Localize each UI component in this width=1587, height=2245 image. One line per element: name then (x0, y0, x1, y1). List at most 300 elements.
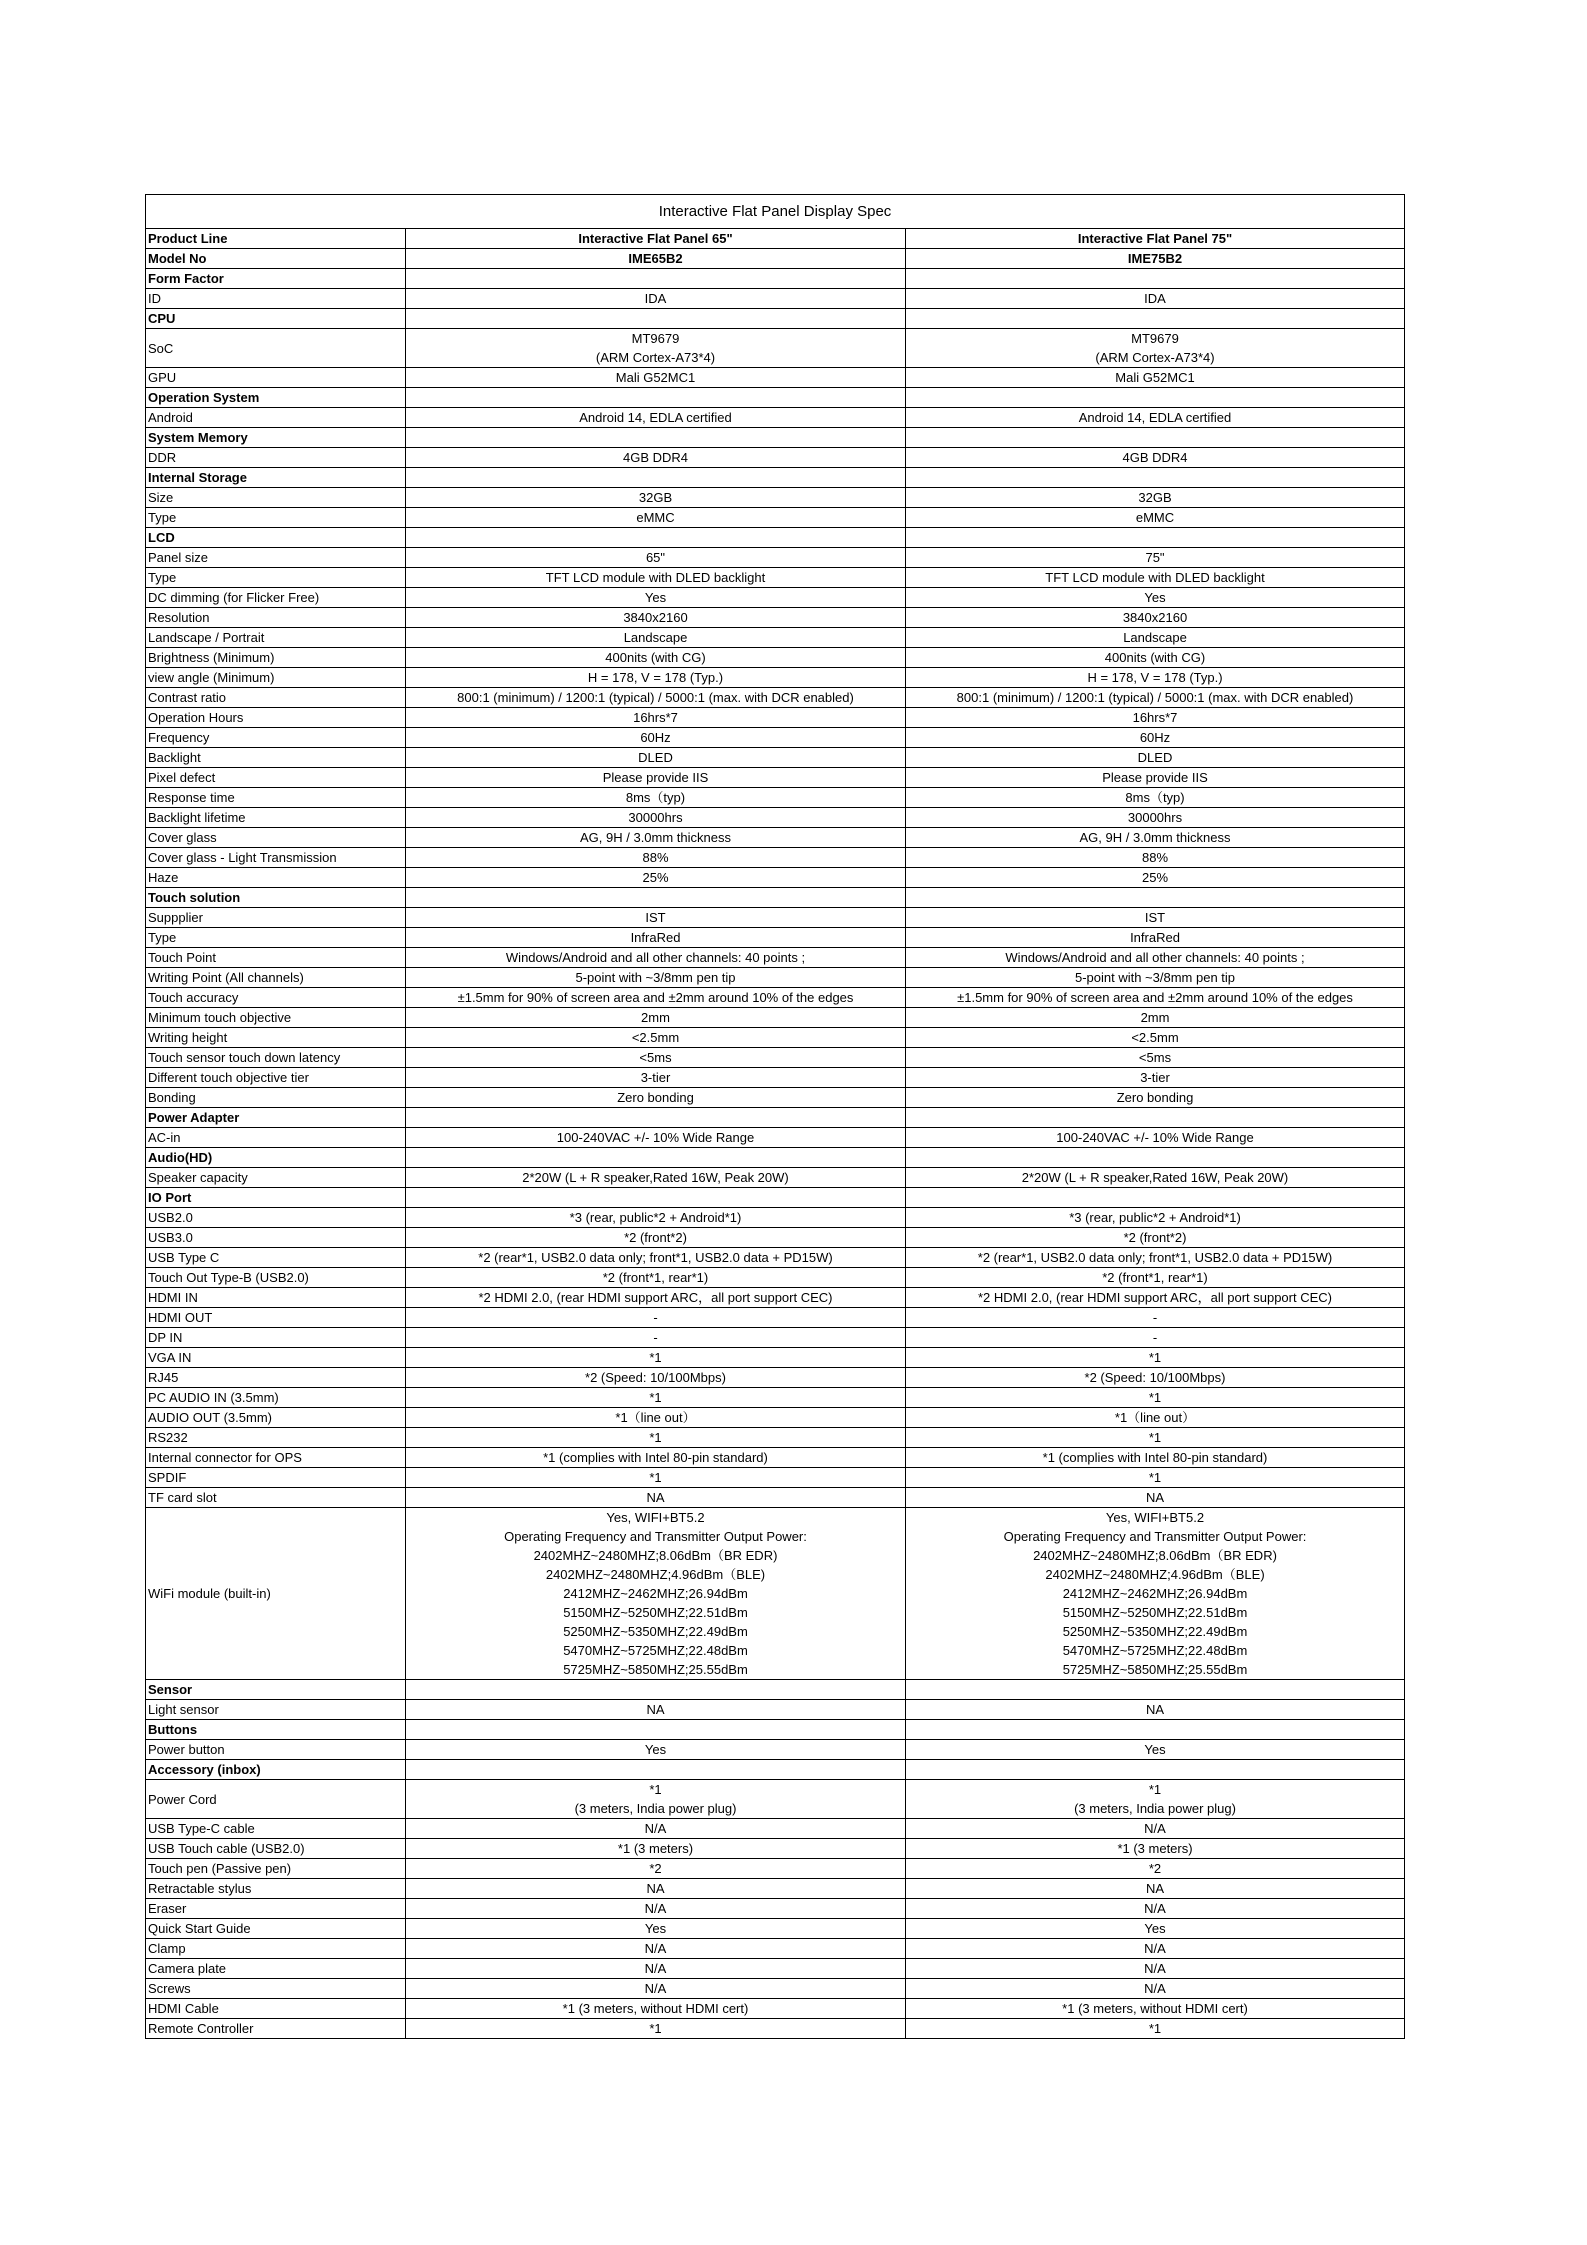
spec-row (146, 908, 1405, 928)
value-line: Mali G52MC1 (1115, 370, 1195, 385)
value-line: *1 (649, 1782, 662, 1797)
spec-label: Resolution (146, 608, 406, 628)
value-75-cell (906, 548, 1405, 568)
spec-row (146, 988, 1405, 1008)
value-line: 88% (642, 850, 669, 865)
value-line: Landscape (1123, 630, 1187, 645)
value-65-cell (406, 828, 906, 848)
spec-label: Haze (146, 868, 406, 888)
value-65-cell (406, 1408, 906, 1428)
value-line: 2402MHZ~2480MHZ;8.06dBm（BR EDR) (1033, 1548, 1277, 1563)
value-line: Yes, WIFI+BT5.2 (1105, 1510, 1205, 1525)
spec-row (146, 1979, 1405, 1999)
spec-row (146, 1208, 1405, 1228)
spec-row (146, 1368, 1405, 1388)
value-line: 5470MHZ~5725MHZ;22.48dBm (563, 1643, 748, 1658)
value-line: eMMC (636, 510, 675, 525)
value-65-cell (406, 568, 906, 588)
value-line: Zero bonding (617, 1090, 694, 1105)
spec-label: Product Line (146, 229, 406, 249)
value-line: Yes (1144, 590, 1166, 605)
spec-row (146, 1939, 1405, 1959)
value-65-cell (406, 1068, 906, 1088)
value-line: N/A (1144, 1981, 1166, 1996)
value-65-cell (406, 1248, 906, 1268)
value-line: *1 (3 meters) (1117, 1841, 1193, 1856)
value-line: (ARM Cortex-A73*4) (595, 350, 716, 365)
value-65-cell (406, 848, 906, 868)
section-label: Power Adapter (146, 1108, 406, 1128)
spec-label: Operation Hours (146, 708, 406, 728)
value-line: <2.5mm (631, 1030, 680, 1045)
spec-row (146, 329, 1405, 368)
value-line: *2 HDMI 2.0, (rear HDMI support ARC，all port support CEC) (478, 1290, 833, 1305)
value-line: *2 (rear*1, USB2.0 data only; front*1, USB2.0 data + PD15W) (977, 1250, 1333, 1265)
value-75-cell (906, 1939, 1405, 1959)
value-line: Mali G52MC1 (615, 370, 696, 385)
value-75-cell (906, 1819, 1405, 1839)
spec-row (146, 368, 1405, 388)
spec-label: Different touch objective tier (146, 1068, 406, 1088)
value-line: Yes (1144, 1742, 1166, 1757)
section-row (146, 428, 1405, 448)
value-line: 5150MHZ~5250MHZ;22.51dBm (563, 1605, 748, 1620)
spec-label: DDR (146, 448, 406, 468)
value-75-cell (906, 2019, 1405, 2039)
value-line: IME75B2 (1127, 251, 1183, 266)
spec-label: USB2.0 (146, 1208, 406, 1228)
value-line: 65" (645, 550, 666, 565)
value-75-cell (906, 1740, 1405, 1760)
value-65-cell (406, 1028, 906, 1048)
value-line: *2 (rear*1, USB2.0 data only; front*1, USB2.0 data + PD15W) (478, 1250, 833, 1265)
value-75-cell (906, 768, 1405, 788)
value-line: NA (646, 1702, 665, 1717)
spec-row (146, 628, 1405, 648)
spec-label: Backlight (146, 748, 406, 768)
spec-row (146, 1879, 1405, 1899)
value-75-cell (906, 848, 1405, 868)
section-row (146, 888, 1405, 908)
spec-label: Contrast ratio (146, 688, 406, 708)
value-75-cell (906, 508, 1405, 528)
value-65-cell (406, 1348, 906, 1368)
value-line: <2.5mm (1131, 1030, 1179, 1045)
spec-row (146, 1819, 1405, 1839)
value-75-cell (906, 1508, 1405, 1680)
value-line: *1 (1148, 1782, 1162, 1797)
value-line: N/A (644, 1941, 667, 1956)
spec-row (146, 1448, 1405, 1468)
section-label: Audio(HD) (146, 1148, 406, 1168)
spec-label: Response time (146, 788, 406, 808)
section-label: Sensor (146, 1680, 406, 1700)
value-65-cell (406, 1208, 906, 1228)
value-65-cell (406, 1488, 906, 1508)
value-line: *1 (649, 1390, 662, 1405)
value-line: 60Hz (1139, 730, 1171, 745)
spec-label: USB3.0 (146, 1228, 406, 1248)
value-line: 400nits (with CG) (1104, 650, 1206, 665)
value-line: 60Hz (640, 730, 671, 745)
spec-label: Cover glass (146, 828, 406, 848)
value-75-cell (906, 1780, 1405, 1819)
value-75-cell (906, 1248, 1405, 1268)
value-75-cell (906, 309, 1405, 329)
value-75-cell (906, 968, 1405, 988)
value-line: *1 (3 meters, without HDMI cert) (1062, 2001, 1248, 2016)
spec-row (146, 588, 1405, 608)
value-75-cell (906, 1128, 1405, 1148)
section-row (146, 269, 1405, 289)
value-line: Android 14, EDLA certified (579, 410, 732, 425)
spec-label: Retractable stylus (146, 1879, 406, 1899)
value-75-cell (906, 1839, 1405, 1859)
spec-label: Android (146, 408, 406, 428)
spec-label: Speaker capacity (146, 1168, 406, 1188)
value-line: *1 (1148, 1430, 1162, 1445)
value-line: 800:1 (minimum) / 1200:1 (typical) / 5000:1 (max. with DCR enabled) (457, 690, 854, 705)
value-65-cell (406, 868, 906, 888)
value-line: InfraRed (630, 930, 681, 945)
spec-row (146, 968, 1405, 988)
value-75-cell (906, 1859, 1405, 1879)
value-75-cell (906, 1288, 1405, 1308)
spec-label: Type (146, 568, 406, 588)
value-75-cell (906, 1208, 1405, 1228)
spec-label: Brightness (Minimum) (146, 648, 406, 668)
value-65-cell (406, 329, 906, 368)
value-75-cell (906, 1368, 1405, 1388)
value-75-cell (906, 1388, 1405, 1408)
spec-row (146, 1008, 1405, 1028)
spec-row (146, 1068, 1405, 1088)
value-75-cell (906, 1999, 1405, 2019)
value-line: *2 (front*2) (1123, 1230, 1187, 1245)
spec-row (146, 1328, 1405, 1348)
value-line: 2402MHZ~2480MHZ;4.96dBm（BLE) (545, 1567, 766, 1582)
spec-row (146, 748, 1405, 768)
value-75-cell (906, 828, 1405, 848)
value-line: 5725MHZ~5850MHZ;25.55dBm (563, 1662, 748, 1677)
spec-label: ID (146, 289, 406, 309)
spec-row (146, 229, 1405, 249)
value-line: 25% (642, 870, 669, 885)
section-row (146, 309, 1405, 329)
value-line: AG, 9H / 3.0mm thickness (1079, 830, 1231, 845)
spec-row (146, 1780, 1405, 1819)
value-65-cell (406, 948, 906, 968)
section-label: Touch solution (146, 888, 406, 908)
value-line: H = 178, V = 178 (Typ.) (1087, 670, 1223, 685)
value-75-cell (906, 928, 1405, 948)
value-75-cell (906, 628, 1405, 648)
value-line: 2412MHZ~2462MHZ;26.94dBm (1062, 1586, 1248, 1601)
value-65-cell (406, 928, 906, 948)
section-row (146, 1108, 1405, 1128)
value-75-cell (906, 648, 1405, 668)
value-line: Android 14, EDLA certified (1078, 410, 1232, 425)
spec-label: HDMI IN (146, 1288, 406, 1308)
value-line: 2402MHZ~2480MHZ;4.96dBm（BLE) (1045, 1567, 1265, 1582)
value-65-cell (406, 408, 906, 428)
spec-label: SPDIF (146, 1468, 406, 1488)
spec-label: Minimum touch objective (146, 1008, 406, 1028)
value-65-cell (406, 748, 906, 768)
value-line: 25% (1141, 870, 1169, 885)
value-line: InfraRed (1130, 930, 1180, 945)
spec-row (146, 568, 1405, 588)
value-line: *1 (complies with Intel 80-pin standard) (1042, 1450, 1268, 1465)
value-65-cell (406, 988, 906, 1008)
value-line: 8ms（typ) (1125, 790, 1185, 805)
spec-label: Light sensor (146, 1700, 406, 1720)
spec-label: RS232 (146, 1428, 406, 1448)
value-line: TFT LCD module with DLED backlight (1045, 570, 1265, 585)
value-65-cell (406, 1368, 906, 1388)
value-75-cell (906, 728, 1405, 748)
section-row (146, 1680, 1405, 1700)
value-75-cell (906, 1468, 1405, 1488)
value-line: <5ms (639, 1050, 672, 1065)
spec-row (146, 1048, 1405, 1068)
spec-label: Model No (146, 249, 406, 269)
value-75-cell (906, 468, 1405, 488)
spec-row (146, 1088, 1405, 1108)
value-75-cell (906, 1428, 1405, 1448)
spec-label: WiFi module (built-in) (146, 1508, 406, 1680)
spec-row (146, 1388, 1405, 1408)
spec-label: Camera plate (146, 1959, 406, 1979)
value-line: 2*20W (L + R speaker,Rated 16W, Peak 20W) (522, 1170, 789, 1185)
value-75-cell (906, 289, 1405, 309)
value-line: 2mm (641, 1010, 670, 1025)
spec-label: TF card slot (146, 1488, 406, 1508)
spec-label: Touch Out Type-B (USB2.0) (146, 1268, 406, 1288)
spec-label: Backlight lifetime (146, 808, 406, 828)
spec-row (146, 448, 1405, 468)
value-65-cell (406, 428, 906, 448)
value-75-cell (906, 888, 1405, 908)
value-75-cell (906, 788, 1405, 808)
value-65-cell (406, 229, 906, 249)
value-75-cell (906, 329, 1405, 368)
spec-label: Power button (146, 1740, 406, 1760)
value-65-cell (406, 668, 906, 688)
spec-label: Touch pen (Passive pen) (146, 1859, 406, 1879)
value-65-cell (406, 1168, 906, 1188)
value-65-cell (406, 1700, 906, 1720)
spec-row (146, 1508, 1405, 1680)
value-line: MT9679 (1131, 331, 1179, 346)
value-line: DLED (1137, 750, 1173, 765)
value-65-cell (406, 468, 906, 488)
value-75-cell (906, 1408, 1405, 1428)
value-line: *2 (649, 1861, 662, 1876)
value-line: NA (1145, 1490, 1165, 1505)
value-line: (3 meters, India power plug) (574, 1801, 737, 1816)
spec-label: PC AUDIO IN (3.5mm) (146, 1388, 406, 1408)
value-line: IDA (1144, 291, 1166, 306)
value-line: - (653, 1310, 658, 1325)
value-65-cell (406, 448, 906, 468)
value-line: - (1152, 1330, 1158, 1345)
spec-label: Screws (146, 1979, 406, 1999)
value-line: 5470MHZ~5725MHZ;22.48dBm (1062, 1643, 1248, 1658)
value-line: N/A (644, 1981, 667, 1996)
value-line: NA (646, 1490, 665, 1505)
value-line: *2 (Speed: 10/100Mbps) (1084, 1370, 1226, 1385)
spec-label: Suppplier (146, 908, 406, 928)
value-75-cell (906, 988, 1405, 1008)
value-line: 16hrs*7 (633, 710, 678, 725)
value-65-cell (406, 788, 906, 808)
section-row (146, 1760, 1405, 1780)
value-line: (ARM Cortex-A73*4) (1095, 350, 1215, 365)
value-75-cell (906, 1168, 1405, 1188)
value-65-cell (406, 1959, 906, 1979)
value-65-cell (406, 388, 906, 408)
value-65-cell (406, 1939, 906, 1959)
value-65-cell (406, 508, 906, 528)
spec-row (146, 408, 1405, 428)
value-65-cell (406, 1899, 906, 1919)
value-line: Operating Frequency and Transmitter Output Power: (1003, 1529, 1307, 1544)
value-65-cell (406, 1780, 906, 1819)
value-line: AG, 9H / 3.0mm thickness (580, 830, 731, 845)
value-line: Interactive Flat Panel 75" (1077, 231, 1233, 246)
spec-table-body (146, 195, 1405, 2039)
spec-row (146, 1128, 1405, 1148)
value-75-cell (906, 1700, 1405, 1720)
spec-label: Remote Controller (146, 2019, 406, 2039)
value-75-cell (906, 269, 1405, 289)
value-line: *2 (front*1, rear*1) (1102, 1270, 1208, 1285)
value-line: IST (1144, 910, 1166, 925)
value-line: *1 (3 meters) (617, 1841, 694, 1856)
value-75-cell (906, 368, 1405, 388)
spec-row (146, 868, 1405, 888)
spec-row (146, 1288, 1405, 1308)
value-65-cell (406, 1188, 906, 1208)
value-75-cell (906, 1228, 1405, 1248)
spec-row (146, 928, 1405, 948)
value-75-cell (906, 948, 1405, 968)
spec-label: Size (146, 488, 406, 508)
value-65-cell (406, 1088, 906, 1108)
value-line: 2402MHZ~2480MHZ;8.06dBm（BR EDR) (533, 1548, 778, 1563)
spec-label: Frequency (146, 728, 406, 748)
value-line: 5-point with ~3/8mm pen tip (1074, 970, 1236, 985)
value-line: 400nits (with CG) (605, 650, 706, 665)
section-label: CPU (146, 309, 406, 329)
spec-label: USB Type C (146, 1248, 406, 1268)
value-line: 32GB (638, 490, 673, 505)
value-line: 88% (1141, 850, 1169, 865)
spec-row (146, 768, 1405, 788)
section-row (146, 528, 1405, 548)
value-65-cell (406, 1919, 906, 1939)
value-65-cell (406, 1268, 906, 1288)
value-75-cell (906, 1919, 1405, 1939)
value-line: 3-tier (640, 1070, 671, 1085)
value-65-cell (406, 1148, 906, 1168)
value-line: *1 (1148, 2021, 1162, 2036)
value-75-cell (906, 1348, 1405, 1368)
value-65-cell (406, 888, 906, 908)
spec-row (146, 1308, 1405, 1328)
spec-label: USB Touch cable (USB2.0) (146, 1839, 406, 1859)
value-line: 800:1 (minimum) / 1200:1 (typical) / 5000:1 (max. with DCR enabled) (956, 690, 1354, 705)
spec-label: HDMI Cable (146, 1999, 406, 2019)
spec-label: Writing Point (All channels) (146, 968, 406, 988)
value-line: Landscape (623, 630, 688, 645)
value-line: 5150MHZ~5250MHZ;22.51dBm (1062, 1605, 1248, 1620)
value-75-cell (906, 688, 1405, 708)
value-75-cell (906, 1108, 1405, 1128)
spec-row (146, 608, 1405, 628)
value-65-cell (406, 1839, 906, 1859)
value-line: IDA (644, 291, 667, 306)
value-line: 2412MHZ~2462MHZ;26.94dBm (563, 1586, 748, 1601)
spec-row (146, 948, 1405, 968)
spec-label: DP IN (146, 1328, 406, 1348)
spec-label: Pixel defect (146, 768, 406, 788)
spec-label: Writing height (146, 1028, 406, 1048)
value-line: Yes (644, 590, 667, 605)
value-65-cell (406, 1720, 906, 1740)
spec-row (146, 1700, 1405, 1720)
value-75-cell (906, 1048, 1405, 1068)
spec-row (146, 1028, 1405, 1048)
value-65-cell (406, 249, 906, 269)
value-65-cell (406, 808, 906, 828)
spec-label: Clamp (146, 1939, 406, 1959)
value-65-cell (406, 528, 906, 548)
value-65-cell (406, 728, 906, 748)
spec-row (146, 548, 1405, 568)
section-label: Internal Storage (146, 468, 406, 488)
value-65-cell (406, 648, 906, 668)
value-75-cell (906, 488, 1405, 508)
value-75-cell (906, 808, 1405, 828)
spec-label: VGA IN (146, 1348, 406, 1368)
value-65-cell (406, 768, 906, 788)
value-75-cell (906, 708, 1405, 728)
value-line: *1（line out） (1114, 1410, 1196, 1425)
spec-label: Touch sensor touch down latency (146, 1048, 406, 1068)
section-row (146, 1188, 1405, 1208)
value-65-cell (406, 488, 906, 508)
spec-label: USB Type-C cable (146, 1819, 406, 1839)
value-75-cell (906, 1188, 1405, 1208)
spec-row (146, 668, 1405, 688)
title-row (146, 195, 1405, 229)
value-line: N/A (644, 1821, 667, 1836)
spec-label: Eraser (146, 1899, 406, 1919)
spec-label: Cover glass - Light Transmission (146, 848, 406, 868)
value-line: *2 (1148, 1861, 1162, 1876)
spec-row (146, 2019, 1405, 2039)
spec-row (146, 488, 1405, 508)
spec-row (146, 289, 1405, 309)
value-line: 30000hrs (628, 810, 683, 825)
spec-label: Touch Point (146, 948, 406, 968)
spec-row (146, 1859, 1405, 1879)
value-65-cell (406, 628, 906, 648)
value-65-cell (406, 2019, 906, 2039)
value-65-cell (406, 688, 906, 708)
